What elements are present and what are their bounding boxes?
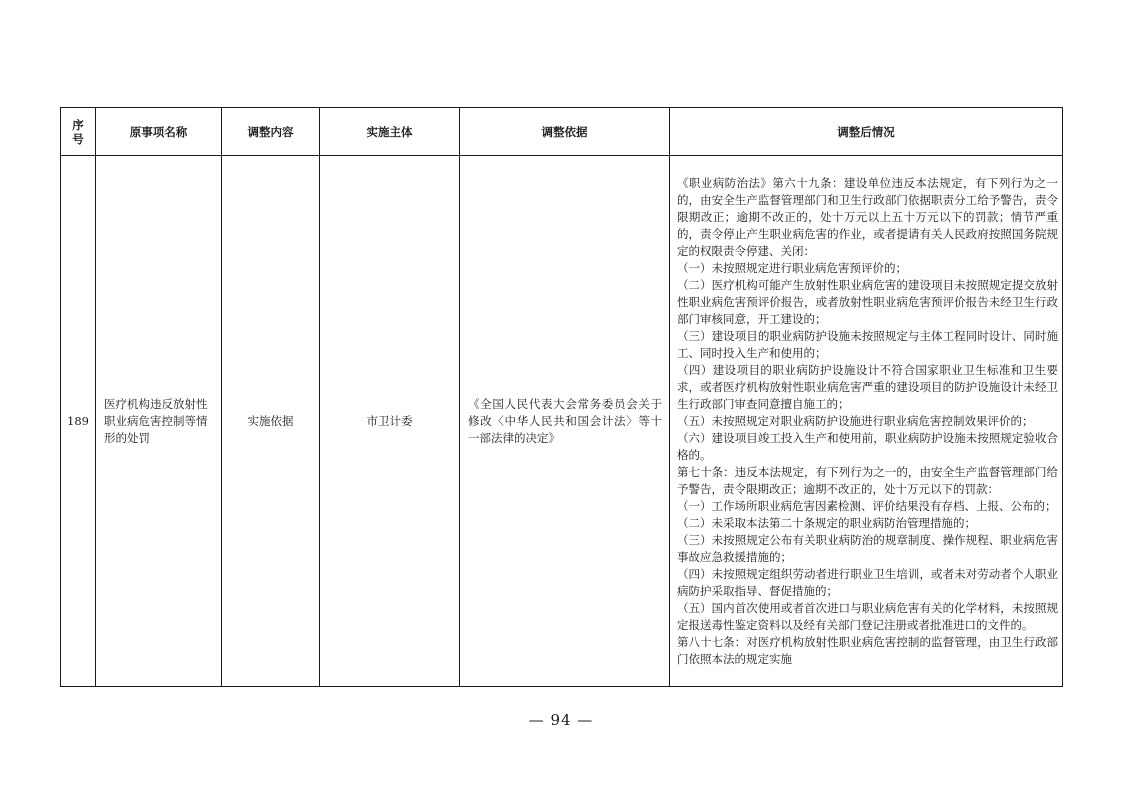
result-paragraph: （三）建设项目的职业病防护设施未按照规定与主体工程同时设计、同时施工、同时投入生产和使用的；	[677, 328, 1058, 360]
result-paragraph: （二）未采取本法第二十条规定的职业病防治管理措施的；	[677, 515, 976, 530]
cell-implementer: 市卫计委	[320, 156, 460, 687]
result-paragraph: （三）未按照规定公布有关职业病防治的规章制度、操作规程、职业病危害事故应急救援措施的；	[677, 532, 1058, 564]
cell-seq: 189	[61, 156, 96, 687]
result-paragraph: （一）工作场所职业病危害因素检测、评价结果没有存档、上报、公布的；	[677, 498, 1057, 513]
result-paragraph: （五）未按照规定对职业病防护设施进行职业病危害控制效果评价的；	[677, 413, 1034, 428]
cell-result	[670, 156, 1063, 687]
header-implementer: 实施主体	[320, 108, 460, 156]
result-paragraph: （六）建设项目竣工投入生产和使用前，职业病防护设施未按照规定验收合格的。	[677, 430, 1058, 462]
table-body	[61, 156, 1063, 687]
header-result: 调整后情况	[670, 108, 1063, 156]
result-paragraph: 第七十条：违反本法规定，有下列行为之一的，由安全生产监督管理部门给予警告，责令限期改正；逾期不改正的，处十万元以下的罚款：	[677, 464, 1058, 496]
cell-basis: 《全国人民代表大会常务委员会关于修改〈中华人民共和国会计法〉等十一部法律的决定》	[460, 156, 670, 687]
header-seq-label: 序号	[72, 117, 84, 146]
header-seq	[61, 108, 96, 156]
cell-original-item: 医疗机构违反放射性职业病危害控制等情形的处罚	[96, 156, 222, 687]
header-row	[61, 108, 1063, 156]
result-paragraph: 第八十七条：对医疗机构放射性职业病危害控制的监督管理，由卫生行政部门依照本法的规定实施	[677, 634, 1058, 666]
result-paragraph: （四）建设项目的职业病防护设施设计不符合国家职业卫生标准和卫生要求，或者医疗机构放射性职业病危害严重的建设项目的防护设施设计未经卫生行政部门审查同意擅自施工的；	[677, 362, 1058, 411]
table-header	[61, 108, 1063, 156]
result-paragraph: （二）医疗机构可能产生放射性职业病危害的建设项目未按照规定提交放射性职业病危害预评价报告，或者放射性职业病危害预评价报告未经卫生行政部门审核同意，开工建设的；	[677, 277, 1058, 326]
header-basis: 调整依据	[460, 108, 670, 156]
result-paragraph: （五）国内首次使用或者首次进口与职业病危害有关的化学材料，未按照规定报送毒性鉴定资料以及经有关部门登记注册或者批准进口的文件的。	[677, 600, 1058, 632]
header-original-item: 原事项名称	[96, 108, 222, 156]
result-paragraph: （四）未按照规定组织劳动者进行职业卫生培训，或者未对劳动者个人职业病防护采取指导、督促措施的；	[677, 566, 1058, 598]
page-number: — 94 —	[528, 711, 594, 729]
adjustment-table	[60, 107, 1063, 687]
table-row	[61, 156, 1063, 687]
cell-adjustment: 实施依据	[222, 156, 320, 687]
header-adjustment: 调整内容	[222, 108, 320, 156]
result-paragraph: （一）未按照规定进行职业病危害预评价的；	[677, 260, 907, 275]
result-paragraph: 《职业病防治法》第六十九条：建设单位违反本法规定，有下列行为之一的，由安全生产监督管理部门和卫生行政部门依据职责分工给予警告，责令限期改正；逾期不改正的，处十万元以上五十万元以下的罚款；情节严重的，责令停止产生职业病危害的作业，或者提请有关人民政府按照国务院规定的权限责令停建、关闭：	[677, 175, 1058, 258]
